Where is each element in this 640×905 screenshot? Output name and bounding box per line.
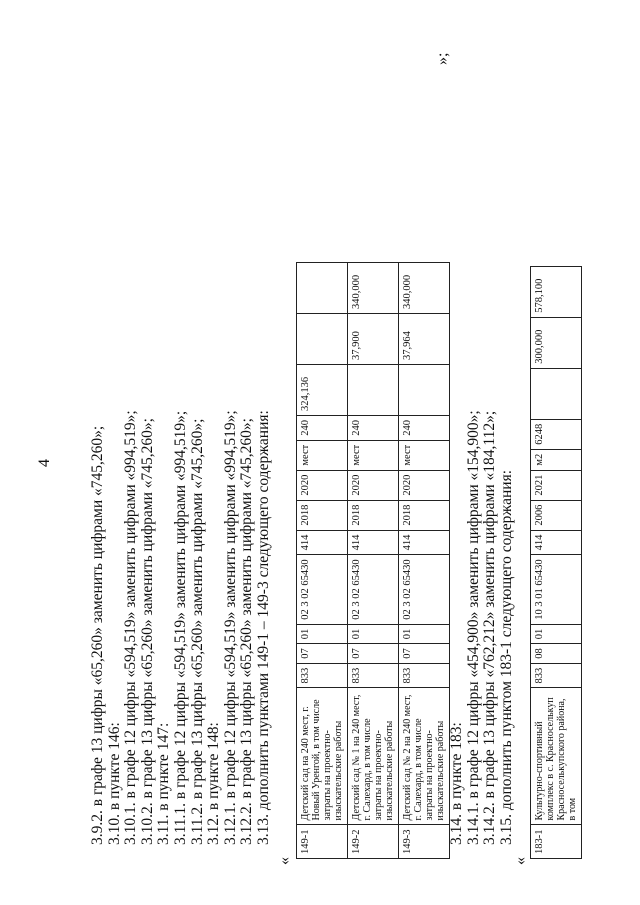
amendment-line: 3.10.2. в графе 13 цифры «65,260» заменить цифрами «745,260»; [138, 418, 156, 845]
table-cell: 07 [297, 644, 348, 664]
table-cell: 183-1 [531, 825, 582, 859]
table-cell [297, 263, 348, 314]
table-cell: мест [348, 440, 399, 470]
table-cell: мест [297, 440, 348, 470]
table-cell: 01 [531, 624, 582, 644]
table-cell: 149-2 [348, 825, 399, 859]
amendment-line: 3.14.1. в графе 12 цифры «454,900» заменить цифрами «154,900»; [464, 410, 482, 845]
table-row [297, 263, 348, 859]
table-cell [399, 365, 450, 416]
table-cell: 02 3 02 65430 [348, 555, 399, 624]
table-cell: 2018 [399, 500, 450, 530]
table-149 [296, 262, 450, 859]
amendment-line: 3.12.1. в графе 12 цифры «594,519» заменить цифрами «994,519»; [221, 410, 239, 845]
amendment-line: 3.12. в пункте 148: [205, 722, 223, 845]
amendment-line: 3.10.1. в графе 12 цифры «594,519» заменить цифрами «994,519»; [122, 410, 140, 845]
amendment-line: 3.11.2. в графе 13 цифры «65,260» заменить цифрами «745,260»; [188, 418, 206, 845]
table-cell: 414 [531, 530, 582, 555]
table-cell: 2018 [348, 500, 399, 530]
table-cell: 414 [297, 530, 348, 555]
table-cell: 6248 [531, 419, 582, 449]
table-cell: 37,900 [348, 314, 399, 365]
table-cell [531, 368, 582, 419]
table-183 [530, 266, 582, 859]
amendment-line: 3.14. в пункте 183: [448, 722, 465, 845]
table-cell: 37,964 [399, 314, 450, 365]
table-cell: 240 [399, 416, 450, 441]
table-cell: 833 [399, 663, 450, 688]
table-cell: 2006 [531, 500, 582, 530]
table-cell: 10 3 01 65430 [531, 555, 582, 624]
amendment-line: 3.9.2. в графе 13 цифры «65,260» заменить цифрами «745,260»; [89, 425, 106, 845]
amendment-line: 3.11.1. в графе 12 цифры «594,519» заменить цифрами «994,519»; [171, 410, 189, 845]
table-cell: мест [399, 440, 450, 470]
table-cell: 833 [531, 663, 582, 688]
table-cell: 240 [348, 416, 399, 441]
table-cell: 324,136 [297, 365, 348, 416]
table-row [399, 263, 450, 859]
table-cell: 02 3 02 65430 [297, 555, 348, 624]
table-cell: Детский сад № 1 на 240 мест, г. Салехард, в том числе затраты на проектно-изыскательские работы [348, 688, 399, 825]
amendment-line: 3.12.2. в графе 13 цифры «65,260» заменить цифрами «745,260»; [238, 418, 256, 845]
amendment-list-bottom [449, 410, 515, 845]
quote-open-2: « [512, 857, 529, 865]
table-cell: 414 [348, 530, 399, 555]
table-cell: 02 3 02 65430 [399, 555, 450, 624]
table-cell: 240 [297, 416, 348, 441]
table-cell: 2020 [348, 470, 399, 500]
table-cell: 01 [297, 624, 348, 644]
table-cell: 414 [399, 530, 450, 555]
table-cell: 833 [297, 663, 348, 688]
amendment-list-top [90, 410, 273, 845]
amendment-line: 3.11. в пункте 147: [155, 722, 173, 845]
table-cell: 340,000 [399, 263, 450, 314]
table-cell: 08 [531, 644, 582, 664]
table-cell: Детский сад № 2 на 240 мест, г. Салехард, в том числе затраты на проектно-изыскательские работы [399, 688, 450, 825]
table-cell: Культурно-спортивный комплекс в с. Красноселькуп Красноселькупского района, в том [531, 688, 582, 825]
amendment-line: 3.13. дополнить пунктами 149-1 – 149-3 следующего содержания: [254, 410, 272, 845]
table-cell: 340,000 [348, 263, 399, 314]
table-cell: 2021 [531, 470, 582, 500]
table-cell: 149-1 [297, 825, 348, 859]
table-cell: 07 [348, 644, 399, 664]
table-cell: 01 [348, 624, 399, 644]
page-number: 4 [36, 459, 53, 467]
table-cell: Детский сад на 240 мест, г. Новый Уренгой, в том числе затраты на проектно-изыскательские работы [297, 688, 348, 825]
table-row [348, 263, 399, 859]
table-cell: 833 [348, 663, 399, 688]
table-row [531, 266, 582, 858]
quote-open: « [276, 857, 293, 865]
table-cell: 300,000 [531, 317, 582, 368]
table-cell: 149-3 [399, 825, 450, 859]
table-cell [297, 314, 348, 365]
table-cell [348, 365, 399, 416]
table-cell: м2 [531, 449, 582, 470]
table-cell: 2020 [297, 470, 348, 500]
table-cell: 578,100 [531, 266, 582, 317]
quote-close: »; [434, 52, 451, 65]
amendment-line: 3.14.2. в графе 13 цифры «762,212» заменить цифрами «184,112»; [481, 410, 499, 845]
table-cell: 07 [399, 644, 450, 664]
table-cell: 2020 [399, 470, 450, 500]
amendment-line: 3.10. в пункте 146: [105, 722, 123, 845]
table-cell: 2018 [297, 500, 348, 530]
table-cell: 01 [399, 624, 450, 644]
amendment-line: 3.15. дополнить пунктом 183-1 следующего содержания: [497, 469, 515, 845]
